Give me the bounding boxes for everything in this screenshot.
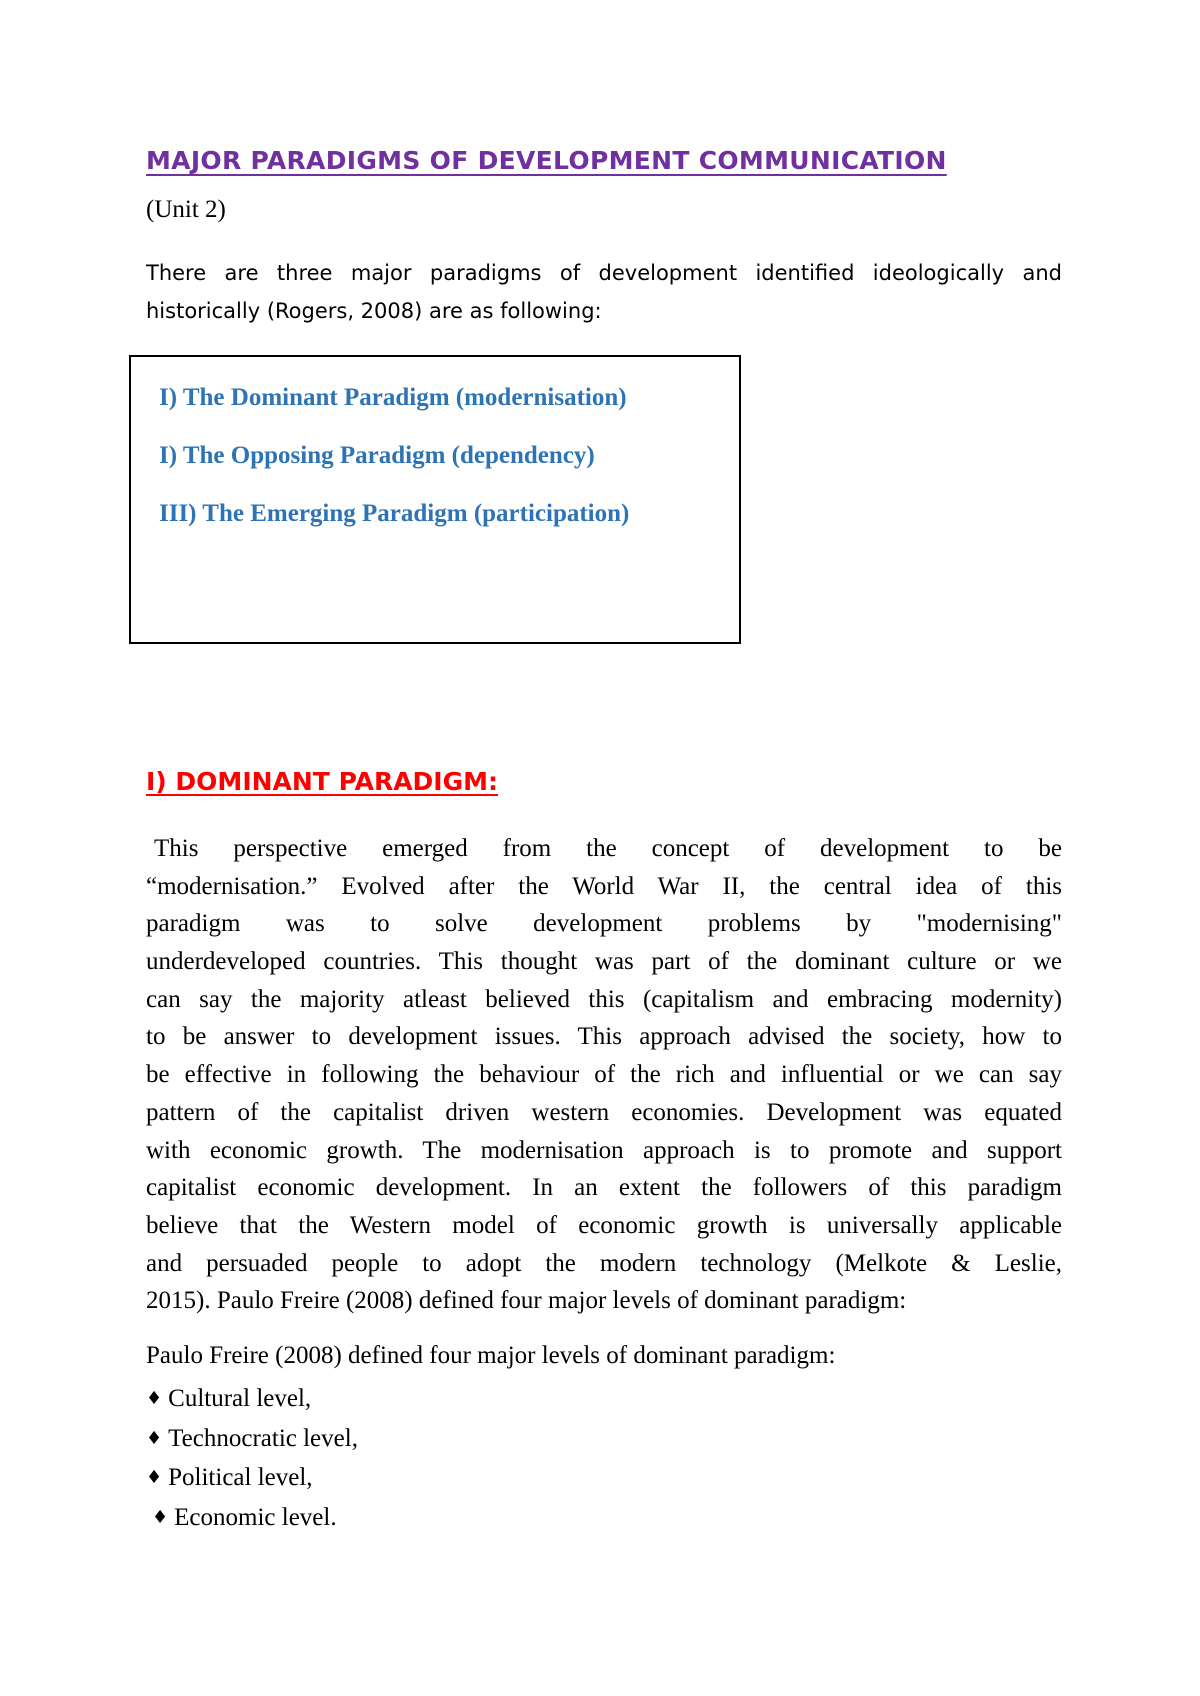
list-item (146, 1459, 358, 1499)
body-line: be effective in following the behaviour of the rich and influential or we can say (146, 1061, 1062, 1089)
body-line: This perspective emerged from the concept of development to be (154, 835, 1062, 862)
intro-paragraph (146, 254, 1062, 330)
level-label: Economic level. (174, 1503, 337, 1531)
paradigm-item-opposing: I) The Opposing Paradigm (dependency) (159, 442, 595, 469)
body-line: with economic growth. The modernisation approach is to promote and support (146, 1136, 1062, 1164)
levels-list (146, 1380, 358, 1538)
level-label: Cultural level, (168, 1385, 312, 1412)
diamond-bullet-icon: ♦ (152, 1506, 169, 1528)
list-item (146, 1499, 358, 1539)
body-line: can say the majority atleast believed this (capitalism and embracing modernity) (146, 985, 1062, 1013)
unit-label: (Unit 2) (146, 196, 226, 223)
levels-intro: Paulo Freire (2008) defined four major levels of dominant paradigm: (146, 1342, 836, 1369)
paradigm-item-emerging: III) The Emerging Paradigm (participation) (159, 500, 630, 527)
paradigm-box (129, 355, 741, 644)
list-item (146, 1380, 358, 1420)
intro-line: There are three major paradigms of development identified ideologically and (146, 261, 1062, 285)
body-line: “modernisation.” Evolved after the World War II, the central idea of this (146, 872, 1062, 900)
intro-line: historically (Rogers, 2008) are as following: (146, 299, 602, 323)
body-line: believe that the Western model of economic growth is universally applicable (146, 1211, 1062, 1239)
body-line: 2015). Paulo Freire (2008) defined four major levels of dominant paradigm: (146, 1287, 907, 1315)
level-label: Political level, (168, 1464, 313, 1491)
diamond-bullet-icon: ♦ (146, 1427, 163, 1449)
list-item (146, 1420, 358, 1460)
body-line: and persuaded people to adopt the modern technology (Melkote & Leslie, (146, 1249, 1062, 1277)
section-heading-dominant-paradigm: I) DOMINANT PARADIGM: (146, 767, 498, 796)
body-line: paradigm was to solve development problems by "modernising" (146, 910, 1062, 938)
diamond-bullet-icon: ♦ (146, 1388, 163, 1409)
diamond-bullet-icon: ♦ (146, 1467, 163, 1488)
level-label: Technocratic level, (168, 1424, 358, 1452)
body-line: pattern of the capitalist driven western economies. Development was equated (146, 1098, 1062, 1126)
body-line: underdeveloped countries. This thought was part of the dominant culture or we (146, 948, 1062, 976)
document-title: MAJOR PARADIGMS OF DEVELOPMENT COMMUNICATION (146, 146, 947, 175)
paradigm-item-dominant: I) The Dominant Paradigm (modernisation) (159, 384, 627, 411)
body-line: capitalist economic development. In an extent the followers of this paradigm (146, 1174, 1062, 1202)
body-paragraph (146, 830, 1062, 1320)
body-line: to be answer to development issues. This approach advised the society, how to (146, 1023, 1062, 1051)
